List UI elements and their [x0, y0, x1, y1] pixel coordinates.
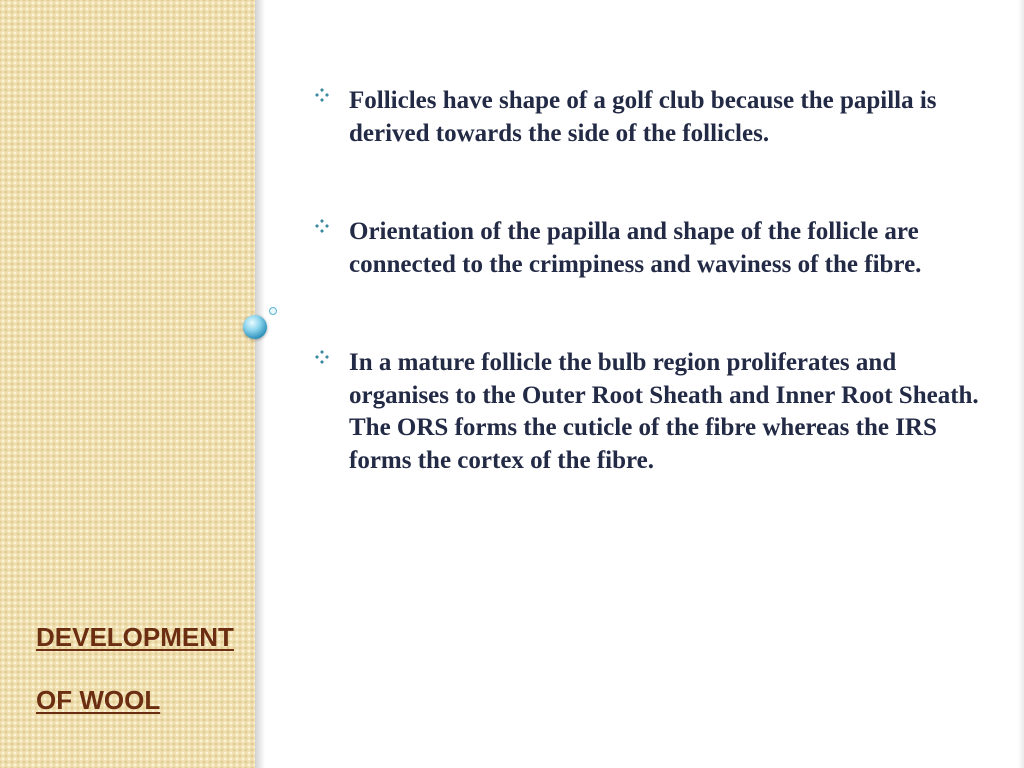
bullet-item — [314, 85, 994, 150]
diamond-bullet-icon — [314, 87, 330, 103]
diamond-bullet-icon — [314, 218, 330, 234]
decorative-small-circle-icon — [269, 307, 277, 315]
bullet-text: In a mature follicle the bulb region proliferates and organises to the Outer Root Sheath and Inner Root Sheath. The ORS forms the cuticle of the fibre whereas the IRS forms the cortex of the fibre. — [349, 349, 979, 474]
slide-edge — [1018, 0, 1024, 768]
slide-title-line-1: DEVELOPMENT — [36, 622, 234, 652]
slide-title — [36, 622, 251, 716]
decorative-orb-icon — [243, 315, 267, 339]
bullet-text: Follicles have shape of a golf club because the papilla is derived towards the side of the follicles. — [349, 87, 937, 147]
slide-title-line-2: OF WOOL — [36, 685, 161, 715]
bullet-item — [314, 347, 994, 477]
bullet-item — [314, 216, 994, 281]
bullet-list — [314, 85, 994, 477]
diamond-bullet-icon — [314, 349, 330, 365]
sidebar-shadow — [255, 0, 265, 768]
bullet-text: Orientation of the papilla and shape of the follicle are connected to the crimpiness and waviness of the fibre. — [349, 218, 922, 278]
